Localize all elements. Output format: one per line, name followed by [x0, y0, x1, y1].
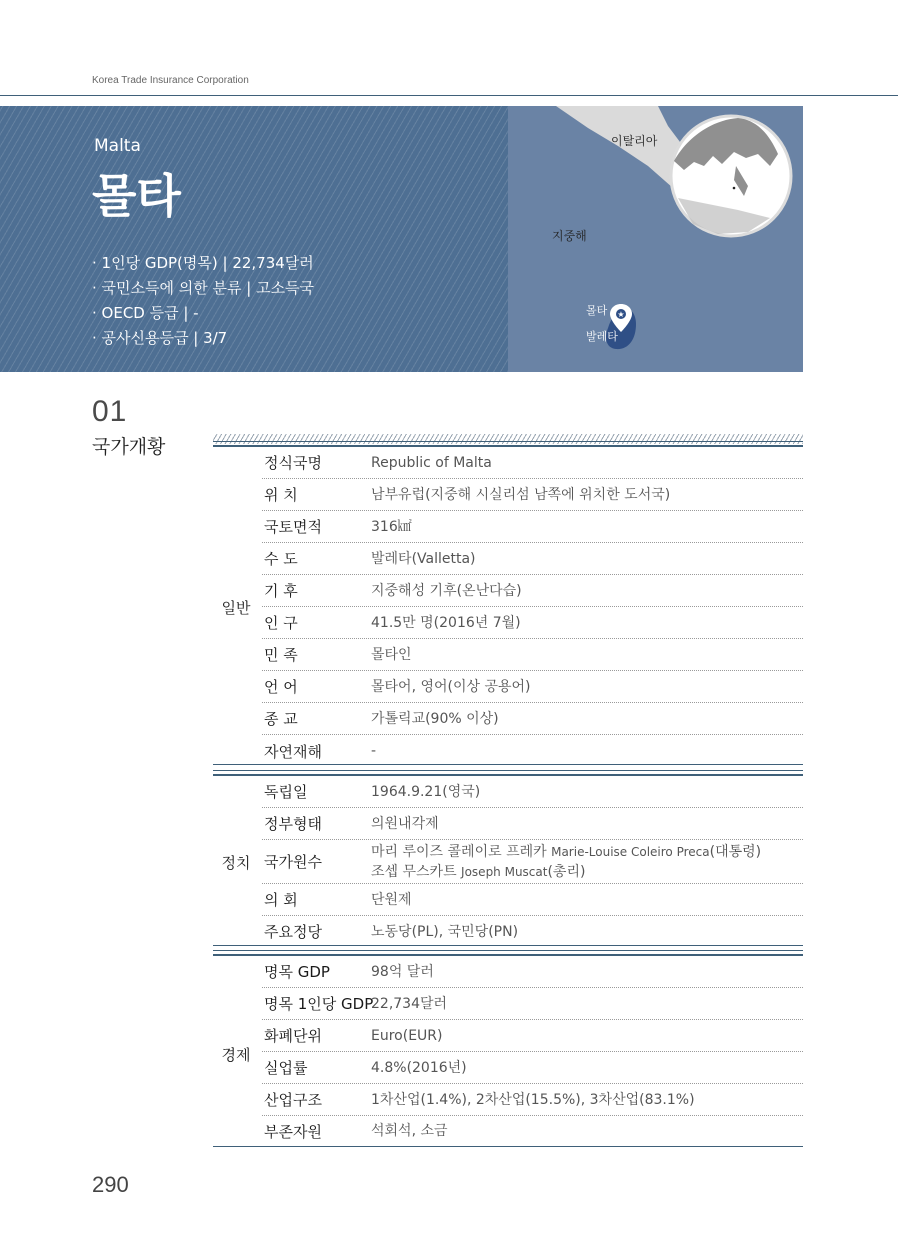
country-name-ko: 몰타 [92, 169, 181, 223]
row-value: Republic of Malta [371, 454, 492, 471]
row-value: 몰타어, 영어(이상 공용어) [371, 678, 531, 695]
group-label: 일반 [221, 599, 251, 617]
row-key: 민 족 [264, 646, 298, 664]
row-value: 98억 달러 [371, 963, 434, 980]
table-row [262, 988, 803, 1020]
row-key: 인 구 [264, 614, 298, 632]
row-value: Euro(EUR) [371, 1027, 443, 1044]
row-key: 화폐단위 [264, 1027, 322, 1045]
table-row [262, 884, 803, 916]
group-economy [213, 954, 803, 1147]
row-key: 정식국명 [264, 454, 322, 472]
row-key: 기 후 [264, 582, 298, 600]
map-label-capital: 발레타 [586, 330, 618, 343]
row-value: 남부유럽(지중해 시실리섬 남쪽에 위치한 도서국) [371, 486, 671, 503]
section-hatch-bar [213, 434, 803, 444]
group-general [213, 445, 803, 765]
table-row [262, 511, 803, 543]
row-value: 의원내각제 [371, 815, 439, 832]
row-key: 산업구조 [264, 1091, 322, 1109]
row-value: 석회석, 소금 [371, 1123, 448, 1139]
row-key: 부존자원 [264, 1122, 322, 1141]
row-key: 수 도 [264, 550, 298, 568]
row-key: 국토면적 [264, 518, 322, 536]
svg-text:★: ★ [617, 310, 625, 319]
row-key: 명목 1인당 GDP [264, 995, 374, 1013]
table-row [262, 1116, 803, 1146]
row-value [371, 842, 803, 882]
header-org: Korea Trade Insurance Corporation [92, 75, 249, 86]
table-row [262, 639, 803, 671]
table-row [262, 575, 803, 607]
country-facts [92, 251, 314, 351]
map-label-malta: 몰타 [586, 304, 608, 317]
row-value: 1차산업(1.4%), 2차산업(15.5%), 3차산업(83.1%) [371, 1091, 695, 1108]
table-row [262, 776, 803, 808]
table-row [262, 607, 803, 639]
table-row [262, 479, 803, 511]
country-banner [0, 106, 508, 372]
map-label-sea: 지중해 [552, 229, 587, 243]
head-of-government-line: 조셉 무스카트 Joseph Muscat(총리) [371, 863, 586, 880]
row-key: 정부형태 [264, 815, 322, 833]
table-row [262, 1020, 803, 1052]
header-divider [0, 95, 898, 96]
row-value: 발레타(Valletta) [371, 550, 476, 567]
row-key: 언 어 [264, 678, 298, 696]
row-key: 종 교 [264, 710, 298, 728]
fact-item: · 국민소득에 의한 분류 | 고소득국 [92, 279, 315, 297]
group-politics [213, 774, 803, 946]
fact-item: · 공사신용등급 | 3/7 [92, 329, 228, 347]
table-row [262, 1052, 803, 1084]
table-row [262, 543, 803, 575]
row-value: 단원제 [371, 891, 412, 908]
row-key: 독립일 [264, 783, 308, 801]
head-of-state-line: 마리 루이즈 콜레이로 프레카 Marie-Louise Coleiro Preca(대통령) [371, 843, 762, 860]
page-number: 290 [92, 1172, 129, 1197]
table-row [262, 840, 803, 884]
row-value: - [371, 743, 377, 759]
row-value: 41.5만 명(2016년 7월) [371, 614, 521, 631]
table-row [262, 1084, 803, 1116]
row-value: 316㎢ [371, 518, 412, 535]
table-row [262, 703, 803, 735]
table-row [262, 956, 803, 988]
row-value: 몰타인 [371, 646, 412, 663]
row-value: 4.8%(2016년) [371, 1059, 467, 1076]
row-key: 자연재해 [264, 742, 322, 761]
row-key: 주요정당 [264, 923, 322, 941]
group-rows [262, 956, 803, 1146]
row-key: 위 치 [264, 486, 298, 504]
group-rows [262, 776, 803, 947]
table-row [262, 808, 803, 840]
row-value: 22,734달러 [371, 995, 448, 1012]
table-row [262, 447, 803, 479]
section-number: 01 [92, 395, 128, 428]
row-value: 1964.9.21(영국) [371, 783, 481, 800]
country-name-en: Malta [94, 136, 141, 156]
location-map [508, 106, 803, 372]
row-key: 국가원수 [264, 853, 322, 871]
group-rows [262, 447, 803, 767]
row-value: 지중해성 기후(온난다습) [371, 582, 522, 599]
section-title: 국가개황 [92, 436, 166, 458]
globe-inset [671, 116, 791, 236]
fact-item: · 1인당 GDP(명목) | 22,734달러 [92, 254, 314, 272]
map-label-italy: 이탈리아 [611, 134, 658, 148]
row-key: 의 회 [264, 891, 298, 909]
table-row [262, 916, 803, 947]
table-row [262, 735, 803, 767]
row-value: 가톨릭교(90% 이상) [371, 710, 499, 727]
table-row [262, 671, 803, 703]
row-value: 노동당(PL), 국민당(PN) [371, 923, 519, 940]
group-label: 경제 [221, 1046, 251, 1064]
row-key: 실업률 [264, 1059, 308, 1077]
row-key: 명목 GDP [264, 963, 330, 981]
fact-item: · OECD 등급 | - [92, 304, 199, 322]
group-label: 정치 [221, 854, 251, 872]
